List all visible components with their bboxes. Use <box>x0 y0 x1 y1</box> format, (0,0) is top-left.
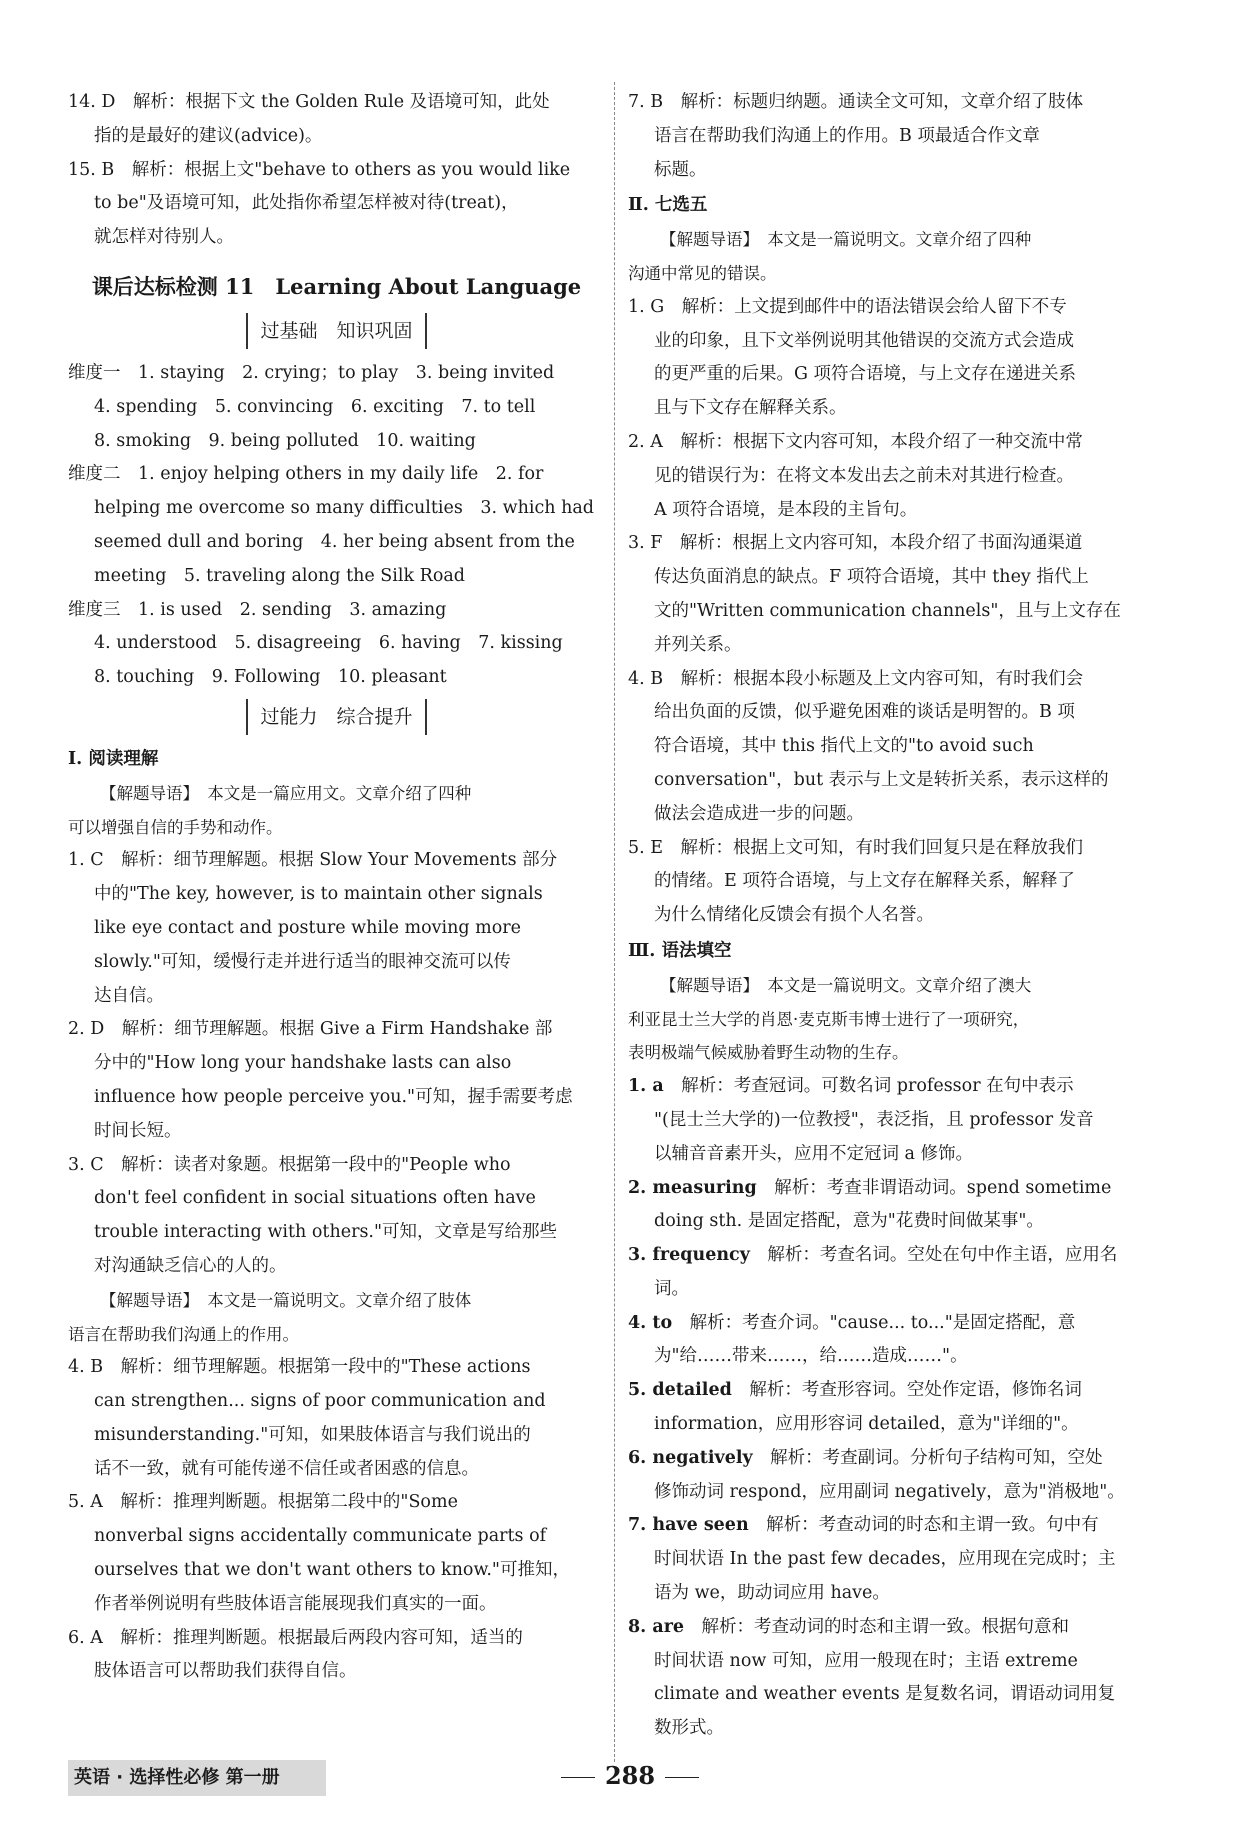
reading-answer-7-cont: 标题。 <box>654 159 707 180</box>
reading-guide: 【解题导语】 本文是一篇应用文。文章介绍了四种 <box>100 783 472 803</box>
reading-answer-5: 5. A 解析：推理判断题。根据第二段中的"Some <box>68 1492 458 1513</box>
grammar-answer-2 <box>628 1172 1164 1206</box>
grammar-answer-7-note: 解析：考查动词的时态和主谓一致。句中有 <box>748 1515 1099 1536</box>
dimension-2-cont: helping me overcome so many difficulties 3. which had <box>94 498 595 519</box>
grammar-answer-4 <box>628 1307 1164 1341</box>
reading-answer-1-cont: 达自信。 <box>94 985 164 1006</box>
seven-five-answer-5-cont: 为什么情绪化反馈会有损个人名誉。 <box>654 905 934 926</box>
grammar-answer-8-cont: climate and weather events 是复数名词，谓语动词用复 <box>654 1684 1116 1705</box>
seven-five-answer-1-cont: 业的印象，且下文举例说明其他错误的交流方式会造成 <box>654 330 1074 351</box>
reading-guide-2-cont: 语言在帮助我们沟通上的作用。 <box>68 1324 299 1344</box>
seven-five-answer-1-cont: 的更严重的后果。G 项符合语境，与上文存在递进关系 <box>654 364 1077 385</box>
grammar-answer-3-cont: 词。 <box>654 1278 689 1299</box>
reading-answer-4-cont: can strengthen... signs of poor communication and <box>94 1391 546 1412</box>
seven-five-answer-3-cont: 传达负面消息的缺点。F 项符合语境，其中 they 指代上 <box>654 567 1089 588</box>
grammar-answer-8-cont: 数形式。 <box>654 1718 724 1739</box>
reading-answer-1-cont: 中的"The key, however, is to maintain other signals <box>94 884 543 905</box>
dimension-3: 维度三 1. is used 2. sending 3. amazing <box>68 599 447 620</box>
grammar-answer-3-note: 解析：考查名词。空处在句中作主语，应用名 <box>749 1245 1118 1266</box>
grammar-answer-6-cont: 修饰动词 respond，应用副词 negatively，意为"消极地"。 <box>654 1481 1125 1502</box>
grammar-answer-2-key: 2. measuring <box>628 1177 757 1198</box>
grammar-answer-6-note: 解析：考查副词。分析句子结构可知，空处 <box>752 1447 1103 1468</box>
grammar-answer-2-cont: doing sth. 是固定搭配，意为"花费时间做某事"。 <box>654 1211 1044 1232</box>
subheading-basic-text: 过基础 知识巩固 <box>246 313 426 349</box>
grammar-answer-7-cont: 时间状语 In the past few decades，应用现在完成时；主 <box>654 1549 1116 1570</box>
grammar-answer-5-key: 5. detailed <box>628 1380 732 1401</box>
seven-five-answer-3: 3. F 解析：根据上文内容可知，本段介绍了书面沟通渠道 <box>628 533 1083 554</box>
grammar-answer-8-key: 8. are <box>628 1616 685 1637</box>
seven-five-answer-3-cont: 文的"Written communication channels"，且与上文存在 <box>654 600 1121 621</box>
grammar-answer-1 <box>628 1070 1164 1104</box>
seven-five-answer-4-cont: 符合语境，其中 this 指代上文的"to avoid such <box>654 736 1034 757</box>
seven-five-answer-4-cont: 做法会造成进一步的问题。 <box>654 803 864 824</box>
grammar-answer-7-cont: 语为 we，助动词应用 have。 <box>654 1583 890 1604</box>
grammar-answer-2-note: 解析：考查非谓语动词。spend sometime <box>756 1177 1112 1198</box>
dimension-1: 维度一 1. staying 2. crying；to play 3. being invited <box>68 362 555 383</box>
grammar-answer-1-note: 解析：考查冠词。可数名词 professor 在句中表示 <box>663 1076 1074 1097</box>
reading-answer-6: 6. A 解析：推理判断题。根据最后两段内容可知，适当的 <box>68 1627 523 1648</box>
seven-five-answer-2-cont: 见的错误行为：在将文本发出去之前未对其进行检查。 <box>654 465 1074 486</box>
subheading-ability <box>68 699 605 735</box>
dimension-3-cont: 4. understood 5. disagreeing 6. having 7. kissing <box>94 633 563 654</box>
grammar-answer-1-cont: 以辅音音素开头，应用不定冠词 a 修饰。 <box>654 1143 974 1164</box>
seven-five-answer-5: 5. E 解析：根据上文可知，有时我们回复只是在释放我们 <box>628 837 1084 858</box>
answer-15: 15. B 解析：根据上文"behave to others as you would like <box>68 159 571 180</box>
seven-five-answer-2: 2. A 解析：根据下文内容可知，本段介绍了一种交流中常 <box>628 431 1083 452</box>
grammar-answer-6-key: 6. negatively <box>628 1447 753 1468</box>
answer-15-cont: to be"及语境可知，此处指你希望怎样被对待(treat)， <box>94 193 519 214</box>
grammar-guide-cont: 表明极端气候威胁着野生动物的生存。 <box>628 1043 909 1063</box>
left-column <box>68 86 605 1689</box>
answer-14: 14. D 解析：根据下文 the Golden Rule 及语境可知，此处 <box>68 92 550 112</box>
grammar-answer-8-note: 解析：考查动词的时态和主谓一致。根据句意和 <box>684 1616 1070 1637</box>
column-divider <box>614 82 615 1762</box>
reading-answer-5-cont: nonverbal signs accidentally communicate parts of <box>94 1526 547 1547</box>
seven-five-answer-2-cont: A 项符合语境，是本段的主旨句。 <box>654 499 918 520</box>
grammar-answer-1-key: 1. a <box>628 1076 664 1097</box>
answer-15-cont: 就怎样对待别人。 <box>94 227 234 248</box>
reading-answer-7-cont: 语言在帮助我们沟通上的作用。B 项最适合作文章 <box>654 125 1040 146</box>
grammar-answer-5-cont: information，应用形容词 detailed，意为"详细的"。 <box>654 1414 1079 1435</box>
grammar-answer-7-key: 7. have seen <box>628 1515 749 1536</box>
part-2-title: Ⅱ. 七选五 <box>628 195 708 216</box>
grammar-answer-5 <box>628 1374 1164 1408</box>
subheading-basic <box>68 313 605 349</box>
reading-answer-7: 7. B 解析：标题归纳题。通读全文可知，文章介绍了肢体 <box>628 92 1084 112</box>
grammar-answer-3 <box>628 1239 1164 1273</box>
dimension-1-cont: 8. smoking 9. being polluted 10. waiting <box>94 430 476 451</box>
grammar-answer-7 <box>628 1509 1164 1543</box>
reading-guide-2: 【解题导语】 本文是一篇说明文。文章介绍了肢体 <box>100 1290 472 1310</box>
reading-answer-2-cont: 时间长短。 <box>94 1120 182 1141</box>
page-number-text: 288 <box>604 1761 656 1790</box>
dimension-2-cont: seemed dull and boring 4. her being absent from the <box>94 531 575 552</box>
grammar-answer-1-cont: "(昆士兰大学的)一位教授"，表泛指，且 professor 发音 <box>654 1109 1094 1130</box>
part-1-title: Ⅰ. 阅读理解 <box>68 748 159 769</box>
reading-answer-2-cont: 分中的"How long your handshake lasts can also <box>94 1053 512 1074</box>
right-column <box>628 86 1164 1746</box>
seven-five-answer-4: 4. B 解析：根据本段小标题及上文内容可知，有时我们会 <box>628 668 1084 689</box>
dimension-2: 维度二 1. enjoy helping others in my daily life 2. for <box>68 464 544 485</box>
reading-guide-cont: 可以增强自信的手势和动作。 <box>68 817 283 837</box>
reading-answer-5-cont: 作者举例说明有些肢体语言能展现我们真实的一面。 <box>94 1593 497 1614</box>
reading-answer-1: 1. C 解析：细节理解题。根据 Slow Your Movements 部分 <box>68 850 558 871</box>
grammar-answer-8 <box>628 1611 1164 1645</box>
dimension-3-cont: 8. touching 9. Following 10. pleasant <box>94 667 447 688</box>
reading-answer-3-cont: trouble interacting with others."可知，文章是写给那些 <box>94 1222 558 1243</box>
section-title: 课后达标检测 11 Learning About Language <box>91 273 582 299</box>
dimension-2-cont: meeting 5. traveling along the Silk Road <box>94 565 465 586</box>
seven-five-answer-1-cont: 且与下文存在解释关系。 <box>654 398 847 419</box>
reading-answer-1-cont: like eye contact and posture while moving more <box>94 917 521 938</box>
seven-five-guide: 【解题导语】 本文是一篇说明文。文章介绍了四种 <box>660 230 1032 250</box>
seven-five-answer-3-cont: 并列关系。 <box>654 634 742 655</box>
grammar-answer-4-note: 解析：考查介词。"cause... to..."是固定搭配，意 <box>672 1312 1076 1333</box>
answer-14-cont: 指的是最好的建议(advice)。 <box>94 125 323 146</box>
seven-five-answer-4-cont: 给出负面的反馈，似乎避免困难的谈话是明智的。B 项 <box>654 702 1075 723</box>
reading-answer-4: 4. B 解析：细节理解题。根据第一段中的"These actions <box>68 1357 531 1378</box>
dimension-1-cont: 4. spending 5. convincing 6. exciting 7. to tell <box>94 396 536 417</box>
reading-answer-4-cont: misunderstanding."可知，如果肢体语言与我们说出的 <box>94 1424 531 1445</box>
grammar-answer-4-key: 4. to <box>628 1312 673 1333</box>
book-title: 英语 · 选择性必修 第一册 <box>68 1760 326 1796</box>
seven-five-answer-1: 1. G 解析：上文提到邮件中的语法错误会给人留下不专 <box>628 296 1067 317</box>
reading-answer-3: 3. C 解析：读者对象题。根据第一段中的"People who <box>68 1154 511 1175</box>
reading-answer-4-cont: 话不一致，就有可能传递不信任或者困惑的信息。 <box>94 1458 479 1479</box>
reading-answer-2: 2. D 解析：细节理解题。根据 Give a Firm Handshake 部 <box>68 1019 553 1040</box>
grammar-answer-4-cont: 为"给……带来……，给……造成……"。 <box>654 1346 968 1367</box>
seven-five-answer-5-cont: 的情绪。E 项符合语境，与上文存在解释关系，解释了 <box>654 871 1075 892</box>
reading-answer-5-cont: ourselves that we don't want others to know."可推知， <box>94 1560 570 1581</box>
page-number <box>530 1756 730 1796</box>
seven-five-guide-cont: 沟通中常见的错误。 <box>628 263 777 283</box>
page-dash-right <box>665 1777 699 1778</box>
reading-answer-1-cont: slowly."可知，缓慢行走并进行适当的眼神交流可以传 <box>94 951 511 972</box>
subheading-ability-text: 过能力 综合提升 <box>246 699 426 735</box>
reading-answer-2-cont: influence how people perceive you."可知，握手需要考虑 <box>94 1086 573 1107</box>
page-dash-left <box>561 1777 595 1778</box>
grammar-answer-8-cont: 时间状语 now 可知，应用一般现在时；主语 extreme <box>654 1650 1078 1671</box>
grammar-guide-cont: 利亚昆士兰大学的肖恩·麦克斯韦博士进行了一项研究， <box>628 1009 1030 1029</box>
grammar-answer-3-key: 3. frequency <box>628 1245 750 1266</box>
reading-answer-3-cont: don't feel confident in social situations often have <box>94 1188 536 1209</box>
reading-answer-3-cont: 对沟通缺乏信心的人的。 <box>94 1255 287 1276</box>
reading-answer-6-cont: 肢体语言可以帮助我们获得自信。 <box>94 1661 357 1682</box>
seven-five-answer-4-cont: conversation"，but 表示与上文是转折关系，表示这样的 <box>654 769 1109 790</box>
grammar-answer-6 <box>628 1442 1164 1476</box>
grammar-guide: 【解题导语】 本文是一篇说明文。文章介绍了澳大 <box>660 975 1032 995</box>
part-3-title: Ⅲ. 语法填空 <box>628 940 732 961</box>
grammar-answer-5-note: 解析：考查形容词。空处作定语，修饰名词 <box>731 1380 1082 1401</box>
